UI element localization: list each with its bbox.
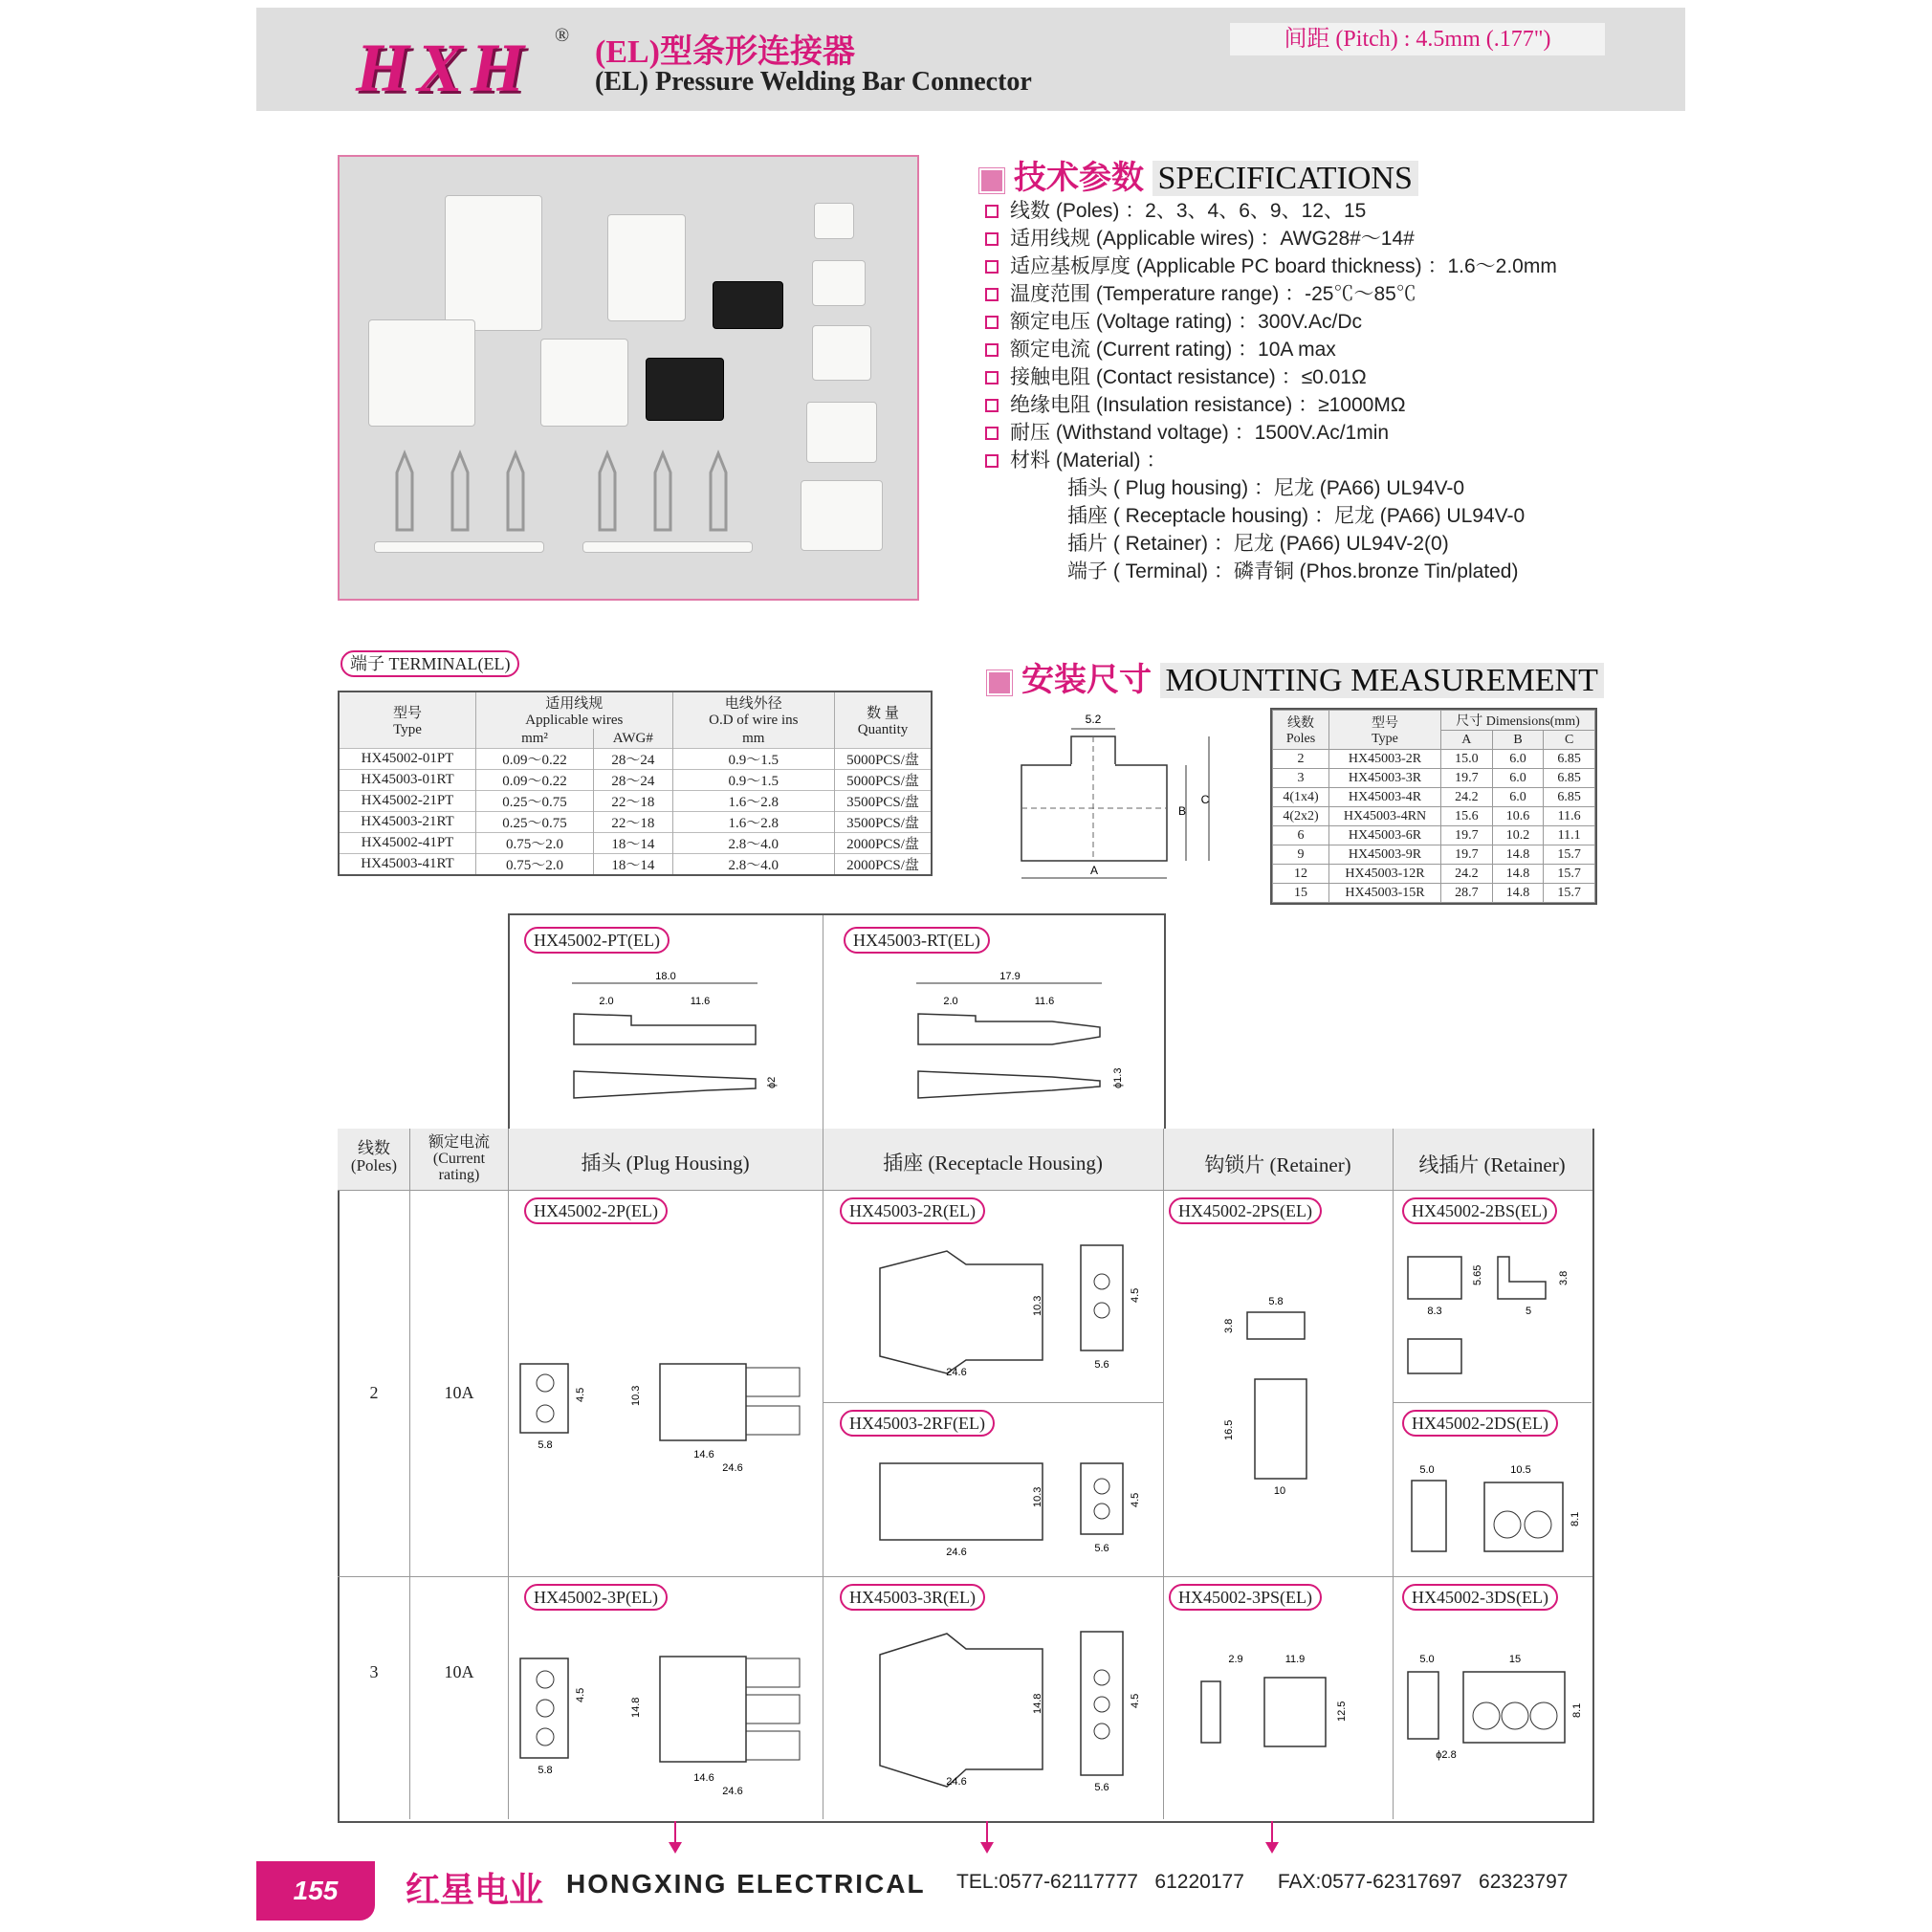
table-cell: 15.7 xyxy=(1544,884,1595,903)
table-cell: 15.7 xyxy=(1544,845,1595,865)
row2-current: 10A xyxy=(444,1662,474,1681)
bullet-icon xyxy=(985,288,999,301)
table-cell: 14.8 xyxy=(1492,845,1544,865)
dim-3ds-d: ϕ2.8 xyxy=(1436,1749,1457,1761)
dim-a: A xyxy=(1089,864,1099,877)
divider xyxy=(1393,1129,1394,1819)
table-cell: 14.8 xyxy=(1492,884,1544,903)
table-cell: 6.0 xyxy=(1492,769,1544,788)
brand-chinese: 红星电业 xyxy=(406,1871,544,1909)
dim-bs-h: 5.65 xyxy=(1472,1264,1483,1285)
table-cell: 12 xyxy=(1273,865,1329,884)
dim-3r-l: 24.6 xyxy=(946,1776,967,1788)
table-cell: 10.2 xyxy=(1492,826,1544,845)
hook-3ps-drawing xyxy=(1182,1645,1383,1769)
dim-ds-b: 10.5 xyxy=(1510,1464,1531,1476)
table-row xyxy=(340,770,931,791)
dim-plug-l2: 24.6 xyxy=(722,1462,743,1473)
pt-a-dim: 2.0 xyxy=(599,996,614,1007)
line-2bs-drawing xyxy=(1402,1243,1590,1387)
th-hook: 钩锁片 (Retainer) xyxy=(1204,1153,1351,1176)
table-cell: 0.25～0.75 xyxy=(476,812,594,833)
table-cell: 15.0 xyxy=(1441,750,1493,769)
spec-material: 插片 ( Retainer) ：尼龙 (PA66) UL94V-2(0) xyxy=(1067,533,1449,555)
th-current: 额定电流 (Current rating) xyxy=(428,1134,490,1183)
mt-th-dims: 尺寸 Dimensions(mm) xyxy=(1441,711,1595,731)
dim-ps-h: 12.5 xyxy=(1336,1701,1348,1722)
table-cell: 6.85 xyxy=(1544,750,1595,769)
dim-3p-h: 14.8 xyxy=(630,1697,642,1718)
th-wire: 适用线规 Applicable wires xyxy=(476,692,673,729)
table-cell: 0.75～2.0 xyxy=(476,833,594,854)
table-cell: HX45002-41PT xyxy=(361,835,454,850)
table-cell: HX45003-21RT xyxy=(361,814,454,829)
table-cell: 24.2 xyxy=(1441,788,1493,807)
pt-total-dim: 18.0 xyxy=(655,971,676,982)
dim-bs-w: 8.3 xyxy=(1427,1306,1442,1317)
table-cell: 6.85 xyxy=(1544,788,1595,807)
dim-rf-l: 24.6 xyxy=(946,1547,967,1558)
th-awg: AWG# xyxy=(594,729,673,749)
spec-item: 适应基板厚度 (Applicable PC board thickness) ：1.6～2.0mm xyxy=(985,252,1616,280)
dim-hook-w: 5.8 xyxy=(1268,1296,1284,1307)
dim-rf-p: 4.5 xyxy=(1130,1492,1141,1507)
table-cell: 6.0 xyxy=(1492,750,1544,769)
table-cell: 28～24 xyxy=(594,770,673,791)
table-cell: 24.2 xyxy=(1441,865,1493,884)
table-cell: 3 xyxy=(1273,769,1329,788)
label-3ps: HX45002-3PS(EL) xyxy=(1169,1584,1322,1611)
hxh-logo: HXH xyxy=(356,30,533,106)
table-cell: 10.6 xyxy=(1492,807,1544,826)
dim-hook-l: 16.5 xyxy=(1223,1419,1235,1440)
table-row xyxy=(1273,826,1595,845)
label-2r: HX45003-2R(EL) xyxy=(840,1197,985,1224)
table-cell: 3500PCS/盘 xyxy=(835,791,932,812)
mt-th-a: A xyxy=(1441,731,1493,750)
table-cell: HX45003-3R xyxy=(1329,769,1441,788)
divider xyxy=(338,1190,1592,1191)
table-cell: 0.25～0.75 xyxy=(476,791,594,812)
title-chinese: (EL)型条形连接器 xyxy=(595,34,855,70)
table-cell: 2.8～4.0 xyxy=(672,854,834,875)
brand-english: HONGXING ELECTRICAL xyxy=(566,1869,926,1899)
arrow-down-icon xyxy=(666,1819,694,1857)
dim-ps-a: 2.9 xyxy=(1228,1654,1243,1665)
th-mm2: mm² xyxy=(476,729,594,749)
bullet-icon xyxy=(985,316,999,329)
table-cell: HX45002-21PT xyxy=(361,793,454,808)
dim-top: 5.2 xyxy=(1085,713,1102,726)
table-row xyxy=(1273,865,1595,884)
table-cell: HX45003-9R xyxy=(1329,845,1441,865)
label-pt: HX45002-PT(EL) xyxy=(524,927,670,954)
dim-3r-p: 4.5 xyxy=(1130,1693,1141,1708)
table-cell: 3500PCS/盘 xyxy=(835,812,932,833)
rt-a-dim: 2.0 xyxy=(943,996,958,1007)
bullet-icon xyxy=(985,205,999,218)
th-qty: 数 量 Quantity xyxy=(835,692,932,749)
spec-item: 额定电压 (Voltage rating) ：300V.Ac/Dc xyxy=(985,308,1616,336)
dim-ps-b: 11.9 xyxy=(1284,1654,1306,1665)
title-english: (EL) Pressure Welding Bar Connector xyxy=(595,67,1032,97)
row1-poles: 2 xyxy=(369,1383,379,1402)
dim-bs-b: 5 xyxy=(1525,1306,1532,1317)
dim-3p-p: 4.5 xyxy=(575,1687,586,1702)
dim-r-h: 10.3 xyxy=(1032,1295,1043,1316)
divider xyxy=(409,1129,410,1819)
mt-th-b: B xyxy=(1492,731,1544,750)
dim-hook-h: 3.8 xyxy=(1223,1318,1235,1333)
label-3ds: HX45002-3DS(EL) xyxy=(1402,1584,1558,1611)
table-cell: 28～24 xyxy=(594,749,673,770)
table-cell: 2.8～4.0 xyxy=(672,833,834,854)
table-cell: 0.9～1.5 xyxy=(672,770,834,791)
bullet-icon xyxy=(985,371,999,384)
spec-item: 耐压 (Withstand voltage) ：1500V.Ac/1min xyxy=(985,419,1616,447)
specs-list xyxy=(985,197,1616,585)
dim-r-l: 24.6 xyxy=(946,1367,967,1378)
specs-heading: 技术参数 SPECIFICATIONS xyxy=(979,151,1418,198)
table-cell: 19.7 xyxy=(1441,769,1493,788)
bullet-icon xyxy=(985,343,999,357)
divider xyxy=(1163,1129,1164,1819)
table-cell: 5000PCS/盘 xyxy=(835,770,932,791)
contact-info: TEL:0577-62117777 61220177 FAX:0577-62317697 62323797 xyxy=(956,1871,1569,1893)
dim-3p-l2: 24.6 xyxy=(722,1786,743,1797)
spec-material: 插座 ( Receptacle housing) ：尼龙 (PA66) UL94V-0 xyxy=(1067,505,1526,527)
heading-square-icon xyxy=(987,670,1012,695)
dim-3ds-h: 8.1 xyxy=(1571,1702,1583,1718)
table-cell: 6.85 xyxy=(1544,769,1595,788)
recep-2rf-drawing xyxy=(870,1454,1157,1559)
rt-drawing xyxy=(909,966,1148,1119)
dim-3p-w: 5.8 xyxy=(538,1765,553,1776)
table-row xyxy=(1273,788,1595,807)
table-row xyxy=(1273,769,1595,788)
table-cell: 2000PCS/盘 xyxy=(835,833,932,854)
th-od-unit: mm xyxy=(672,729,834,749)
table-row xyxy=(1273,807,1595,826)
table-cell: 2 xyxy=(1273,750,1329,769)
dim-r-p: 4.5 xyxy=(1130,1287,1141,1303)
terminal-table xyxy=(338,691,933,876)
mt-th-c: C xyxy=(1544,731,1595,750)
spec-item: 绝缘电阻 (Insulation resistance) ：≥1000MΩ xyxy=(985,391,1616,419)
recep-3r-drawing xyxy=(870,1626,1157,1798)
plug-3p-drawing xyxy=(516,1645,813,1798)
table-cell: 1.6～2.8 xyxy=(672,791,834,812)
mounting-heading: 安装尺寸 MOUNTING MEASUREMENT xyxy=(987,653,1604,700)
table-cell: 0.75～2.0 xyxy=(476,854,594,875)
table-cell: HX45003-41RT xyxy=(361,856,454,871)
bullet-icon xyxy=(985,454,999,468)
rt-total-dim: 17.9 xyxy=(999,971,1021,982)
table-cell: 14.8 xyxy=(1492,865,1544,884)
pitch-label: 间距 (Pitch) : 4.5mm (.177") xyxy=(1230,23,1605,55)
spec-item: 接触电阻 (Contact resistance) ：≤0.01Ω xyxy=(985,363,1616,391)
table-cell: 22～18 xyxy=(594,812,673,833)
spec-item: 额定电流 (Current rating) ：10A max xyxy=(985,336,1616,363)
recep-2r-drawing xyxy=(870,1240,1157,1383)
bullet-icon xyxy=(985,260,999,274)
label-2bs: HX45002-2BS(EL) xyxy=(1402,1197,1557,1224)
dim-r-w: 5.6 xyxy=(1094,1359,1109,1371)
bullet-icon xyxy=(985,232,999,246)
terminal-pins xyxy=(340,157,917,599)
mt-th-type: 型号 Type xyxy=(1329,711,1441,750)
dim-rf-h: 10.3 xyxy=(1032,1486,1043,1507)
divider xyxy=(338,1576,1592,1577)
table-cell: 5000PCS/盘 xyxy=(835,749,932,770)
label-3p: HX45002-3P(EL) xyxy=(524,1584,668,1611)
mounting-drawing xyxy=(1014,708,1224,889)
terminal-table-label: 端子 TERMINAL(EL) xyxy=(340,650,519,677)
page-number: 155 xyxy=(256,1861,375,1921)
dim-3r-w: 5.6 xyxy=(1094,1782,1109,1793)
table-row xyxy=(340,854,931,875)
table-cell: 9 xyxy=(1273,845,1329,865)
spec-item: 温度范围 (Temperature range) ：-25℃～85℃ xyxy=(985,280,1616,308)
th-recep: 插座 (Receptacle Housing) xyxy=(883,1152,1103,1175)
spec-item: 适用线规 (Applicable wires) ：AWG28#～14# xyxy=(985,225,1616,252)
divider xyxy=(508,1129,509,1819)
table-cell: HX45003-01RT xyxy=(361,772,454,787)
table-cell: HX45002-01PT xyxy=(361,751,454,766)
dim-plug-h: 10.3 xyxy=(630,1385,642,1406)
dim-plug-p: 4.5 xyxy=(575,1387,586,1402)
pt-drawing xyxy=(564,966,803,1119)
heading-square-icon xyxy=(979,168,1004,193)
spec-item: 材料 (Material) ： xyxy=(985,447,1616,474)
spec-item: 线数 (Poles) ：2、3、4、6、9、12、15 xyxy=(985,197,1616,225)
table-cell: HX45003-4R xyxy=(1329,788,1441,807)
pt-b-dim: 11.6 xyxy=(690,996,711,1007)
dim-ds-a: 5.0 xyxy=(1419,1464,1435,1476)
table-row xyxy=(340,749,931,770)
divider xyxy=(1393,1402,1592,1403)
dim-plug-l1: 14.6 xyxy=(693,1449,714,1460)
dim-hook-b: 10 xyxy=(1273,1485,1286,1497)
table-cell: HX45003-12R xyxy=(1329,865,1441,884)
table-cell: 28.7 xyxy=(1441,884,1493,903)
hook-2ps-drawing xyxy=(1205,1287,1358,1498)
table-cell: HX45003-4RN xyxy=(1329,807,1441,826)
label-3r: HX45003-3R(EL) xyxy=(840,1584,985,1611)
table-cell: 6 xyxy=(1273,826,1329,845)
dim-rf-w: 5.6 xyxy=(1094,1543,1109,1554)
table-cell: 15 xyxy=(1273,884,1329,903)
spec-material: 插头 ( Plug housing) ：尼龙 (PA66) UL94V-0 xyxy=(1067,477,1465,499)
table-cell: 0.09～0.22 xyxy=(476,749,594,770)
spec-material: 端子 ( Terminal) ：磷青铜 (Phos.bronze Tin/plated) xyxy=(1067,560,1519,582)
th-type: 型号 Type xyxy=(340,692,476,749)
registered-mark: ® xyxy=(555,25,570,46)
row2-poles: 3 xyxy=(369,1662,379,1681)
th-od: 电线外径 O.D of wire ins xyxy=(672,692,834,729)
dim-3r-h: 14.8 xyxy=(1032,1693,1043,1714)
table-cell: 19.7 xyxy=(1441,826,1493,845)
table-cell: HX45003-2R xyxy=(1329,750,1441,769)
pt-dia-dim: ϕ2 xyxy=(766,1076,778,1088)
label-2ps: HX45002-2PS(EL) xyxy=(1169,1197,1322,1224)
dim-3p-l1: 14.6 xyxy=(693,1772,714,1784)
mt-th-poles: 线数 Poles xyxy=(1273,711,1329,750)
th-poles: 线数 (Poles) xyxy=(350,1139,398,1175)
th-line: 线插片 (Retainer) xyxy=(1418,1153,1566,1176)
dim-bs-t: 3.8 xyxy=(1558,1270,1570,1285)
line-2ds-drawing xyxy=(1402,1454,1590,1569)
table-cell: 15.7 xyxy=(1544,865,1595,884)
label-2ds: HX45002-2DS(EL) xyxy=(1402,1410,1558,1437)
dim-c: C xyxy=(1200,793,1210,806)
product-photo xyxy=(338,155,919,601)
divider xyxy=(823,1402,1163,1403)
dim-3ds-b: 15 xyxy=(1508,1654,1522,1665)
table-cell: 11.6 xyxy=(1544,807,1595,826)
label-2rf: HX45003-2RF(EL) xyxy=(840,1410,995,1437)
line-3ds-drawing xyxy=(1402,1645,1590,1769)
table-row xyxy=(340,791,931,812)
arrow-down-icon xyxy=(977,1819,1006,1857)
dim-plug-w: 5.8 xyxy=(538,1439,553,1451)
label-2p: HX45002-2P(EL) xyxy=(524,1197,668,1224)
table-cell: 1.6～2.8 xyxy=(672,812,834,833)
table-cell: 18～14 xyxy=(594,833,673,854)
table-cell: 22～18 xyxy=(594,791,673,812)
table-row xyxy=(340,833,931,854)
bullet-icon xyxy=(985,399,999,412)
table-cell: HX45003-6R xyxy=(1329,826,1441,845)
dim-3ds-a: 5.0 xyxy=(1419,1654,1435,1665)
rt-b-dim: 11.6 xyxy=(1034,996,1055,1007)
table-cell: 2000PCS/盘 xyxy=(835,854,932,875)
table-cell: HX45003-15R xyxy=(1329,884,1441,903)
table-cell: 15.6 xyxy=(1441,807,1493,826)
table-cell: 11.1 xyxy=(1544,826,1595,845)
table-header-row xyxy=(340,692,931,729)
row1-current: 10A xyxy=(444,1383,474,1402)
table-row xyxy=(340,812,931,833)
dim-ds-h: 8.1 xyxy=(1570,1511,1581,1526)
table-cell: 18～14 xyxy=(594,854,673,875)
arrow-down-icon xyxy=(1262,1819,1291,1857)
table-cell: 6.0 xyxy=(1492,788,1544,807)
table-cell: 0.9～1.5 xyxy=(672,749,834,770)
rt-dia-dim: ϕ1.3 xyxy=(1112,1067,1124,1088)
label-rt: HX45003-RT(EL) xyxy=(844,927,990,954)
table-cell: 0.09～0.22 xyxy=(476,770,594,791)
bullet-icon xyxy=(985,427,999,440)
dim-b: B xyxy=(1177,804,1187,818)
table-cell: 19.7 xyxy=(1441,845,1493,865)
table-row xyxy=(1273,845,1595,865)
table-cell: 4(2x2) xyxy=(1273,807,1329,826)
table-cell: 4(1x4) xyxy=(1273,788,1329,807)
table-row xyxy=(1273,884,1595,903)
mounting-table xyxy=(1270,708,1597,905)
table-row xyxy=(1273,750,1595,769)
plug-2p-drawing xyxy=(516,1349,813,1473)
th-plug: 插头 (Plug Housing) xyxy=(581,1152,750,1175)
